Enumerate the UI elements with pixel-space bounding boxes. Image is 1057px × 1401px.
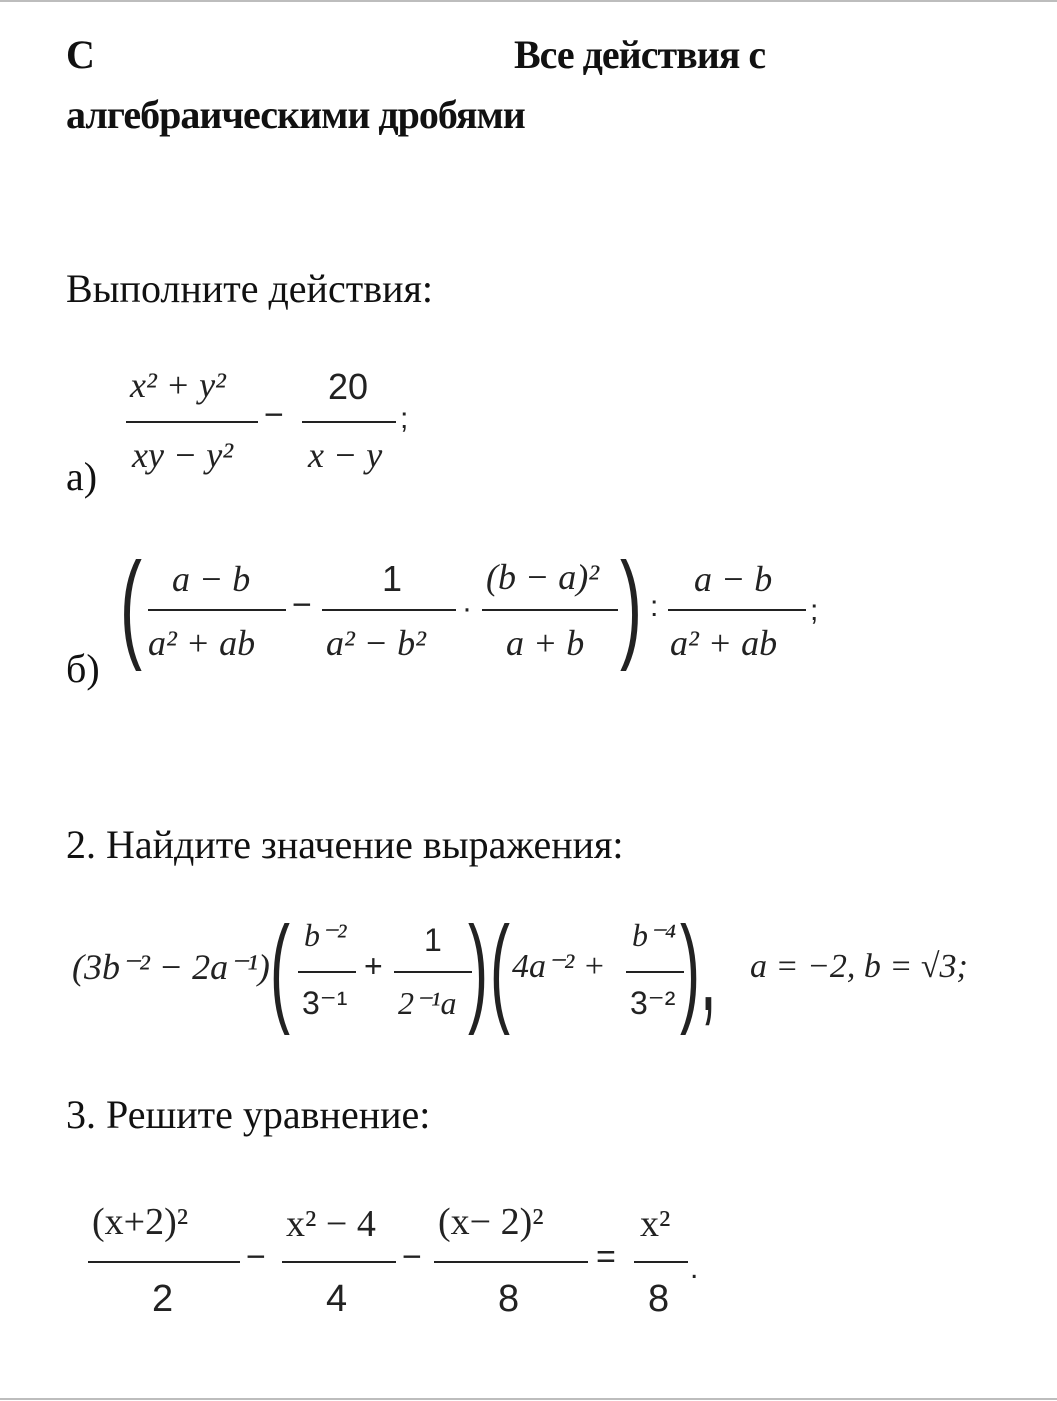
formula-task3-num3: (x− 2)² [438,1201,544,1243]
section-letter: С [66,32,94,77]
formula-task3-den2: 4 [326,1278,348,1320]
bottom-border [0,1398,1057,1400]
formula-task2-num2: 1 [424,922,442,958]
formula-b-dot: · [462,592,472,625]
formula-task3-m1: − [246,1238,266,1276]
task3-heading: 3. Решите уравнение: [66,1092,431,1137]
formula-task3-num4: x² [640,1203,671,1245]
formula-a-num1: x² + y² [130,365,226,405]
formula-task2-open2: ( [490,902,510,1036]
formula-task3-den4: 8 [648,1278,670,1320]
formula-task3-num2: x² − 4 [286,1203,376,1245]
formula-a-num2: 20 [328,366,369,407]
task1-heading: Выполните действия: [66,266,433,311]
page-title-line1: Все действия с [514,32,766,77]
formula-a-den2: x − y [308,435,383,475]
formula-a-minus: − [264,396,284,434]
formula-task2-close1: ) [468,902,488,1036]
formula-b-close: ) [620,538,642,672]
formula-b-num2: 1 [382,558,403,599]
formula-task3-m2: − [402,1238,422,1276]
formula-a-den1: xy − y² [132,435,234,475]
formula-b-num3: (b − a)² [486,557,600,597]
formula-task2-part1: (3b⁻² − 2a⁻¹) [72,947,270,987]
formula-b-num4: a − b [694,559,773,599]
page-title-line2: алгебраическими дробями [66,92,525,137]
formula-b-den3: a + b [506,623,585,663]
formula-task2-term: 4a⁻² + [512,948,606,985]
task2-heading: 2. Найдите значение выражения: [66,822,624,867]
formula-task2-num3: b⁻⁴ [632,917,677,953]
formula-b-minus: − [292,586,312,624]
formula-task2-plus1: + [364,948,383,984]
formula-task3-end: . [690,1252,699,1285]
top-border [0,0,1057,2]
formula-task2-open1: ( [270,902,290,1036]
item-a-label: а) [66,454,98,499]
formula-task3-den3: 8 [498,1278,520,1320]
formula-b-den4: a² + ab [670,623,778,663]
formula-b-num1: a − b [172,559,251,599]
formula-task2-close2: ), [680,902,717,1036]
formula-task3-eq: = [596,1238,616,1276]
formula-task2-den1: 3⁻¹ [302,985,348,1021]
formula-b-den1: a² + ab [148,623,256,663]
item-b-label: б) [66,646,100,691]
formula-a-end: ; [400,402,409,435]
formula-task3-den1: 2 [152,1278,174,1320]
formula-b-colon: : [650,590,659,623]
formula-task2-num1: b⁻² [304,917,347,953]
formula-task2-values: a = −2, b = √3; [750,948,968,985]
formula-task2-den2: 2⁻¹a [398,985,457,1021]
formula-task3-num1: (x+2)² [92,1201,189,1243]
formula-b-open: ( [120,538,142,672]
formula-b-den2: a² − b² [326,623,426,663]
formula-b-end: ; [810,594,819,627]
formula-task2-den3: 3⁻² [630,985,676,1021]
formula-task3-line4 [0,0,1,1]
